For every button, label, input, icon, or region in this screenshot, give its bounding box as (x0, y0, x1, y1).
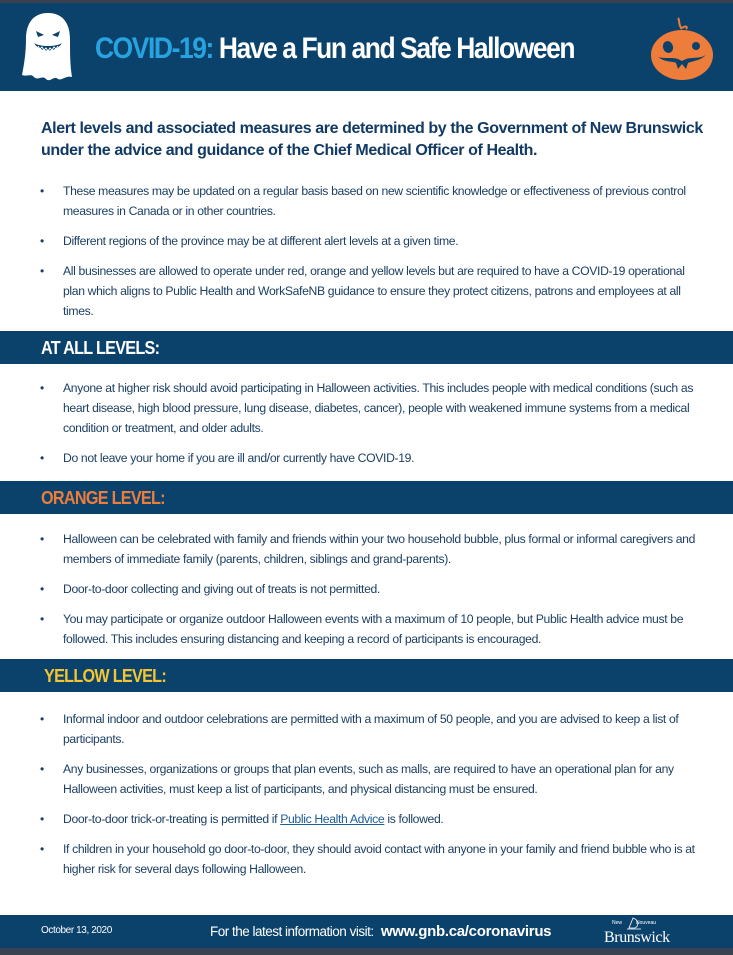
coronavirus-url-link[interactable]: www.gnb.ca/coronavirus (380, 923, 552, 940)
bullet-icon: • (40, 612, 44, 626)
list-item: • Halloween can be celebrated with family and friends within your two household bubble, plus formal or informal caregivers and members of immediate family (parents, children, siblings and grand-parents). (40, 529, 700, 569)
bullet-icon: • (40, 234, 44, 248)
page-title (95, 29, 575, 69)
page-footer (0, 915, 733, 948)
list-item: • Door-to-door collecting and giving out of treats is not permitted. (40, 579, 700, 599)
bullet-icon: • (40, 842, 44, 856)
orange-level-bullet-list (40, 529, 700, 659)
footer-info (210, 923, 551, 940)
bullet-icon: • (40, 381, 44, 395)
yellow-level-bullet-list (40, 709, 700, 889)
publication-date: October 13, 2020 (41, 925, 112, 936)
jack-o-lantern-icon (648, 17, 716, 81)
bullet-icon: • (40, 451, 44, 465)
list-item: • Anyone at higher risk should avoid participating in Halloween activities. This includes people with medical conditions (such as heart disease, high blood pressure, lung disease, diabetes, cancer), people with weakened immune systems from a medical condition or treatment, and older adults. (40, 378, 700, 438)
intro-bullet-list (40, 181, 700, 331)
list-item: • Informal indoor and outdoor celebrations are permitted with a maximum of 50 people, and you are advised to keep a list of participants. (40, 709, 700, 749)
list-item: • Different regions of the province may be at different alert levels at a given time. (40, 231, 700, 251)
page-header (0, 3, 733, 91)
bullet-icon: • (40, 184, 44, 198)
list-item: • Any businesses, organizations or groups that plan events, such as malls, are required to have an operational plan for any Halloween activities, must keep a list of participants, and physical distancing must be ensured. (40, 759, 700, 799)
list-item: • Door-to-door trick-or-treating is permitted if Public Health Advice is followed. (40, 809, 700, 829)
bullet-icon: • (40, 532, 44, 546)
title-prefix: COVID-19: (95, 32, 213, 65)
ghost-icon (18, 11, 78, 83)
section-title: ORANGE LEVEL: (41, 488, 165, 508)
list-item: • These measures may be updated on a regular basis based on new scientific knowledge or effectiveness of previous control measures in Canada or in other countries. (40, 181, 700, 221)
bottom-border (0, 948, 733, 955)
footer-info-label: For the latest information visit: (210, 924, 374, 939)
bullet-icon: • (40, 264, 44, 278)
list-item: • All businesses are allowed to operate under red, orange and yellow levels but are required to have a COVID-19 operational plan which aligns to Public Health and WorkSafeNB guidance to ensure they protect citizens, patrons and employees at all times. (40, 261, 700, 321)
bullet-icon: • (40, 582, 44, 596)
bullet-icon: • (40, 812, 44, 826)
logo-name: Brunswick (604, 929, 670, 946)
section-header-all-levels (0, 331, 733, 364)
logo-small-text: New Nouveau (612, 920, 657, 926)
bullet-icon: • (40, 762, 44, 776)
section-title: YELLOW LEVEL: (44, 666, 167, 686)
bullet-icon: • (40, 712, 44, 726)
all-levels-bullet-list (40, 378, 700, 478)
title-main: Have a Fun and Safe Halloween (218, 32, 575, 65)
list-item: • Do not leave your home if you are ill and/or currently have COVID-19. (40, 448, 700, 468)
intro-heading: Alert levels and associated measures are determined by the Government of New Brunswick under the advice and guidance of the Chief Medical Officer of Health. (41, 120, 703, 159)
section-header-orange-level (0, 481, 733, 514)
new-brunswick-logo (603, 919, 683, 947)
list-item: • You may participate or organize outdoor Halloween events with a maximum of 10 people, but Public Health advice must be followed. This includes ensuring distancing and keeping a record of participants is encouraged. (40, 609, 700, 649)
list-item: • If children in your household go door-to-door, they should avoid contact with anyone in your family and friend bubble who is at higher risk for several days following Halloween. (40, 839, 700, 879)
public-health-advice-link[interactable]: Public Health Advice (280, 812, 385, 826)
section-title: AT ALL LEVELS: (41, 338, 160, 358)
section-header-yellow-level (0, 659, 733, 692)
